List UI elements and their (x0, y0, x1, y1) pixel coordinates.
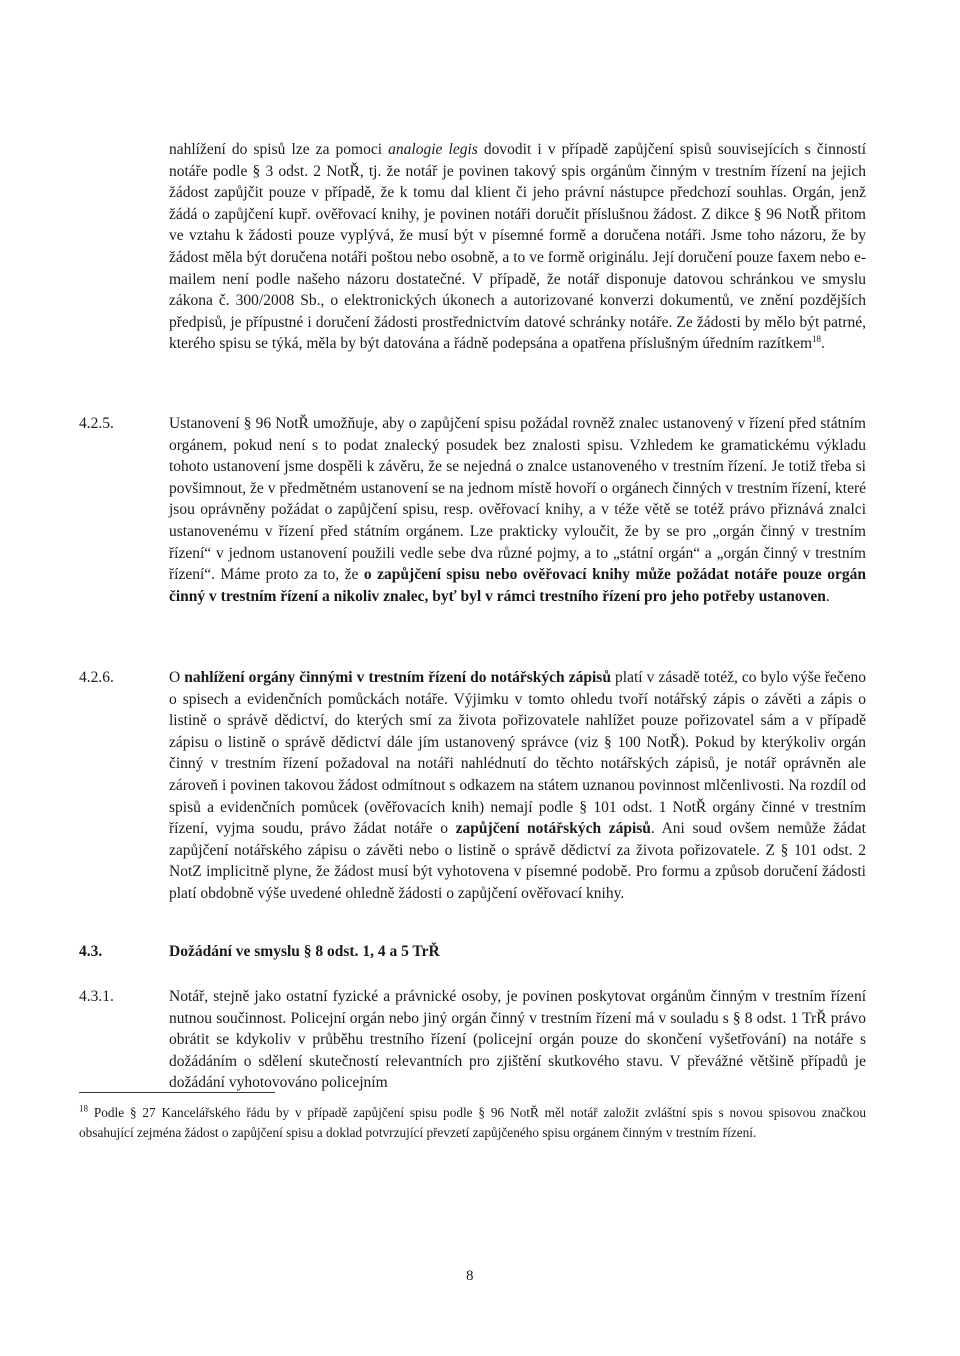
footnote-divider (79, 1092, 275, 1093)
s426-text-c: platí v zásadě totéž, co bylo výše řečeno o spisech a evidenčních pomůckách notáře. Výjimku v tomto ohledu tvoří notářský zápis o závěti a zápis o listině o správě dědictví, do kterých smí za života pořizovatele nahlížet pouze pořizovatel sám a v případě zápisu o listině o správě dědictví dále jím ustanovený správce (viz § 100 NotŘ). Pokud by kterýkoliv orgán činný v trestním řízení požadoval na notáři nahlédnutí do těchto notářských zápisů, je notář oprávněn ale zároveň i povinen takovou žádost odmítnout s odkazem na státem uznanou povinnost mlčenlivosti. Na rozdíl od spisů a evidenčních pomůcek (ověřovacích knih) nemají podle § 101 odst. 1 NotŘ orgány činné v trestním řízení, vyjma soudu, právo žádat notáře o (169, 669, 866, 838)
s425-text-a: Ustanovení § 96 NotŘ umožňuje, aby o zapůjčení spisu požádal rovněž znalec ustanovený v řízení před státním orgánem, pokud není s to podat znalecký posudek bez znalosti spisu. Vzhledem ke gramatickému výkladu tohoto ustanovení jsme dospěli k závěru, že se nejedná o znalce ustanoveného v trestním řízení. Je totiž třeba si povšimnout, že v předmětném ustanovení se na jednom místě hovoří o orgánech činných v trestním řízení, které jsou oprávněny požádat o zapůjčení spisu, resp. ověřovací knihy, a v téže větě se totéž právo přiznává znalci ustanovenému v řízení před státním orgánem. Lze prakticky vyloučit, že by se pro „orgán činný v trestním řízení“ v jednom ustanovení použili vedle sebe dva různé pojmy, a to „státní orgán“ a „orgán činný v trestním řízení“. Máme proto za to, že (169, 415, 866, 584)
intro-text-a: nahlížení do spisů lze za pomoci (169, 141, 389, 158)
section-4-2-6-paragraph (169, 667, 866, 905)
footnote-number: 18 (79, 1103, 88, 1114)
section-number-4-3: 4.3. (79, 943, 103, 960)
section-4-3-heading: Dožádání ve smyslu § 8 odst. 1, 4 a 5 TrŘ (169, 943, 440, 960)
footnote-text: Podle § 27 Kancelářského řádu by v případě zapůjčení spisu podle § 96 NotŘ měl notář založit zvláštní spis s novou spisovou značkou obsahující zejména žádost o zapůjčení spisu a doklad potvrzující převzetí zapůjčeného spisu orgánem činným v trestním řízení. (79, 1105, 866, 1140)
footnote-reference[interactable]: 18 (812, 334, 822, 345)
intro-text-c: . (821, 335, 825, 353)
intro-paragraph (169, 139, 866, 355)
s426-text-e: . Ani soud ovšem nemůže žádat zapůjčení notářského zápisu o závěti nebo o listině o správě dědictví za života pořizovatele. Z § 101 odst. 2 NotZ implicitně plyne, že žádost musí být vyhotovena v písemné podobě. Pro formu a způsob doručení žádosti platí obdobně výše uvedené ohledně žádosti o zapůjčení ověřovací knihy. (169, 820, 866, 902)
s425-text-c: . (825, 587, 830, 605)
section-number-4-2-5: 4.2.5. (79, 415, 114, 432)
s426-bold-text-d: zapůjčení notářských zápisů (455, 820, 651, 838)
intro-text-b: dovodit i v případě zapůjčení spisů souvisejících s činností notáře podle § 3 odst. 2 NotŘ, tj. že notář je povinen takový spis orgánům činným v trestním řízení na jejich žádost zapůjčit pouze v případě, že k tomu dal klient či jeho právní nástupce předchozí souhlas. Orgán, jenž žádá o zapůjčení kupř. ověřovací knihy, je povinen notáři doručit příslušnou žádost. Z dikce § 96 NotŘ přitom ve vztahu k žádosti pouze vyplývá, že musí být v písemné formě a doručena notáři. Jsme toho názoru, že by žádost měla být doručena notáři poštou nebo osobně, a to ve formě originálu. Její doručení pouze faxem nebo e-mailem není podle našeho názoru dostatečné. V případě, že notář disponuje datovou schránkou ve smyslu zákona č. 300/2008 Sb., o elektronických úkonech a autorizované konverzi dokumentů, ve znění pozdějších předpisů, je přípustné i doručení žádosti prostřednictvím datové schránky notáře. Ze žádosti by mělo být patrné, kterého spisu se týká, měla by být datována a řádně podepsána a opatřena příslušným úředním razítkem (169, 141, 866, 353)
footnote-18 (79, 1103, 866, 1142)
intro-italic-term: analogie legis (388, 141, 478, 158)
s426-bold-text-b: nahlížení orgány činnými v trestním řízení do notářských zápisů (184, 669, 611, 686)
section-number-4-2-6: 4.2.6. (79, 669, 114, 686)
page-number: 8 (466, 1268, 474, 1284)
section-4-2-5-paragraph (169, 413, 866, 607)
s425-bold-text: o zapůjčení spisu nebo ověřovací knihy může požádat notáře pouze orgán činný v trestním řízení a nikoliv znalec, byť byl v rámci trestního řízení pro jeho potřeby ustanoven (169, 566, 866, 605)
section-number-4-3-1: 4.3.1. (79, 988, 114, 1005)
s426-text-a: O (169, 669, 185, 686)
section-4-3-1-paragraph: Notář, stejně jako ostatní fyzické a právnické osoby, je povinen poskytovat orgánům činným v trestním řízení nutnou součinnost. Policejní orgán nebo jiný orgán činný v trestním řízení má v souladu s § 8 odst. 1 TrŘ právo obrátit se kdykoliv v průběhu trestního řízení (policejní orgán pouze do skončení vyšetřování) na notáře s dožádáním o sdělení skutečností relevantních pro zjištění skutkového stavu. V převážné většině případů je dožádání vyhotovováno policejním (169, 988, 866, 1092)
